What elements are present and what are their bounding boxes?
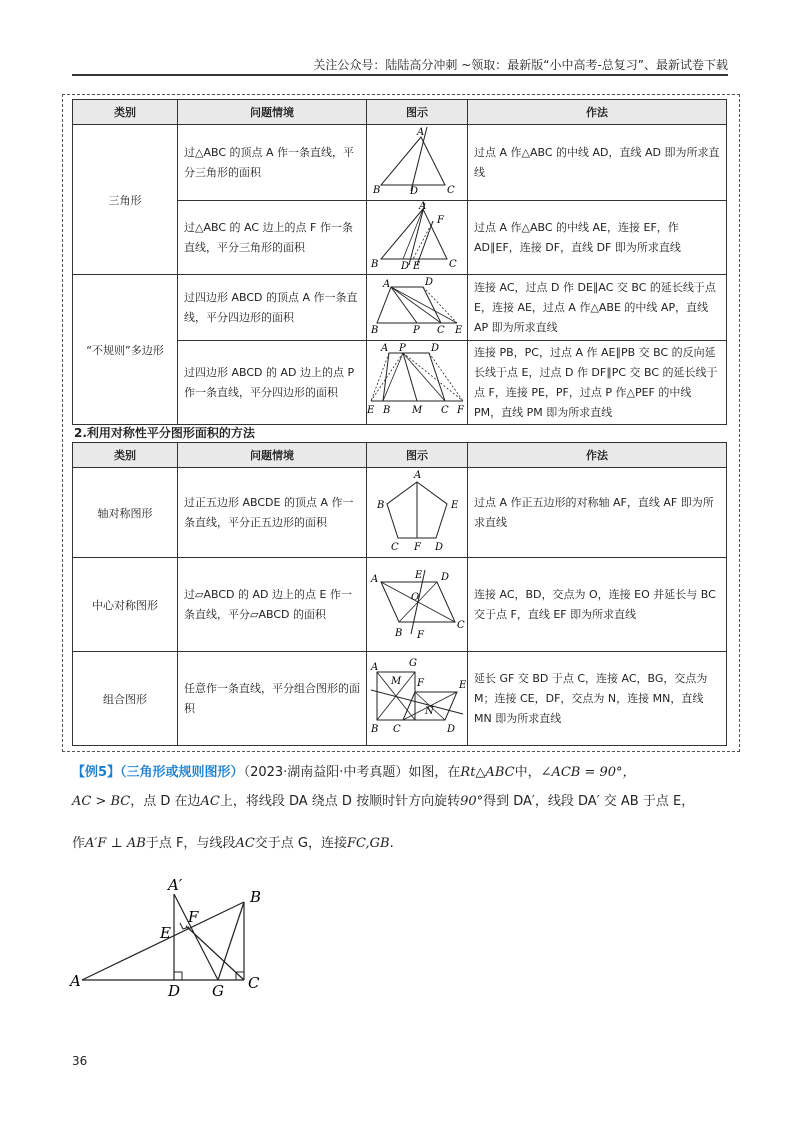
label: P xyxy=(399,343,406,354)
category-cell: 轴对称图形 xyxy=(73,468,178,558)
label-a-prime: A′ xyxy=(168,876,183,894)
label: D xyxy=(431,343,440,354)
math-text: A′F ⊥ AB xyxy=(85,836,146,851)
table-1-header xyxy=(73,100,727,125)
method-cell: 过点 A 作△ABC 的中线 AD，直线 AD 即为所求直线 xyxy=(468,125,727,201)
table-2 xyxy=(72,442,727,746)
col-method: 作法 xyxy=(468,100,727,125)
scene-cell: 过正五边形 ABCDE 的顶点 A 作一条直线，平分正五边形的面积 xyxy=(178,468,367,558)
label: A xyxy=(381,343,389,354)
header-rule xyxy=(72,74,728,76)
col-category: 类别 xyxy=(73,443,178,468)
label: E xyxy=(367,405,375,416)
label: F xyxy=(414,542,421,553)
method-cell: 连接 PB，PC，过点 A 作 AE∥PB 交 BC 的反向延长线于点 E，过点 D 作 DF∥PC 交 BC 的延长线于点 F，连接 PE，PF，过点 P 作△PEF 的中线 PM，直线 PM 即为所求直线 xyxy=(468,341,727,425)
scene-cell: 过四边形 ABCD 的 AD 边上的点 P 作一条直线，平分四边形的面积 xyxy=(178,341,367,425)
label: F xyxy=(417,630,424,641)
label: E xyxy=(451,500,459,511)
label-d: D xyxy=(168,982,181,1000)
main-geometry-figure xyxy=(68,872,288,1002)
figure-cell xyxy=(367,652,468,746)
label: C xyxy=(447,185,455,196)
label: D xyxy=(435,542,444,553)
table-row xyxy=(73,275,727,341)
math-text: FC,GB xyxy=(347,836,390,851)
label: F xyxy=(457,405,464,416)
label-c: C xyxy=(248,974,260,992)
math-text: AC xyxy=(200,794,220,809)
table-2-header xyxy=(73,443,727,468)
label: M xyxy=(412,405,423,416)
table-1 xyxy=(72,99,727,425)
category-cell: 中心对称图形 xyxy=(73,558,178,652)
label: A xyxy=(414,470,422,481)
label-g: G xyxy=(212,982,224,1000)
label: B xyxy=(371,325,379,336)
label: E xyxy=(455,325,463,336)
scene-cell: 过四边形 ABCD 的顶点 A 作一条直线，平分四边形的面积 xyxy=(178,275,367,341)
math-text: AC xyxy=(235,836,255,851)
label: C xyxy=(457,620,465,631)
table-row xyxy=(73,468,727,558)
col-method: 作法 xyxy=(468,443,727,468)
label: C xyxy=(391,542,399,553)
pentagon-figure xyxy=(367,468,467,554)
method-cell: 过点 A 作正五边形的对称轴 AF，直线 AF 即为所求直线 xyxy=(468,468,727,558)
triangle-median-figure xyxy=(367,125,467,197)
label: D xyxy=(401,261,410,271)
label: D xyxy=(425,277,434,288)
label-b: B xyxy=(250,888,262,906)
label: G xyxy=(409,658,417,669)
label: D xyxy=(441,572,450,583)
figure-cell xyxy=(367,468,468,558)
parallelogram-figure xyxy=(367,558,467,648)
label: A xyxy=(383,279,391,290)
label: A xyxy=(417,127,425,138)
label: D xyxy=(447,724,456,735)
page-number: 36 xyxy=(72,1054,88,1068)
example-text: 中， xyxy=(514,765,541,780)
label: F xyxy=(437,215,444,226)
col-figure: 图示 xyxy=(367,443,468,468)
label-a: A xyxy=(70,972,81,990)
label: B xyxy=(371,259,379,270)
scene-cell: 任意作一条直线，平分组合图形的面积 xyxy=(178,652,367,746)
col-category: 类别 xyxy=(73,100,178,125)
label: C xyxy=(393,724,401,735)
example-text: 上，将线段 DA 绕点 D 按顺时针方向旋转 xyxy=(219,794,461,809)
label: D xyxy=(410,186,419,197)
section-title: 2.利用对称性平分图形面积的方法 xyxy=(74,426,255,440)
math-text: Rt△ABC xyxy=(460,765,515,780)
example-tag: 【例5】 xyxy=(72,765,121,780)
figure-cell xyxy=(367,341,468,425)
quadrilateral-point-figure xyxy=(367,341,467,421)
label: A xyxy=(419,201,427,212)
label: E xyxy=(459,680,467,691)
label: N xyxy=(425,706,434,717)
label: M xyxy=(391,676,402,687)
label: P xyxy=(413,325,420,336)
label: F xyxy=(417,678,424,689)
example-text: 交于点 G，连接 xyxy=(254,836,347,851)
table-row xyxy=(73,558,727,652)
label: B xyxy=(395,628,403,639)
label: B xyxy=(377,500,385,511)
label-f: F xyxy=(188,908,199,926)
example-line-3 xyxy=(72,832,394,851)
col-scene: 问题情境 xyxy=(178,100,367,125)
scene-cell: 过▱ABCD 的 AD 边上的点 E 作一条直线，平分▱ABCD 的面积 xyxy=(178,558,367,652)
quadrilateral-vertex-figure xyxy=(367,275,467,337)
label: B xyxy=(373,185,381,196)
math-text: 90° xyxy=(460,794,484,809)
example-text: . xyxy=(389,836,394,851)
method-cell: 过点 A 作△ABC 的中线 AE，连接 EF，作 AD∥EF，连接 DF，直线 DF 即为所求直线 xyxy=(468,201,727,275)
label: C xyxy=(441,405,449,416)
example-type: （三角形或规则图形） xyxy=(120,765,244,780)
label: C xyxy=(449,259,457,270)
table-row xyxy=(73,652,727,746)
scene-cell: 过△ABC 的 AC 边上的点 F 作一条直线，平分三角形的面积 xyxy=(178,201,367,275)
example-text: 得到 DA′，线段 DA′ 交 AB 于点 E， xyxy=(483,794,695,809)
method-cell: 连接 AC，BD，交点为 O，连接 EO 并延长与 BC 交于点 F，直线 EF 即为所求直线 xyxy=(468,558,727,652)
label: B xyxy=(371,724,379,735)
label: E xyxy=(415,570,423,581)
method-cell: 连接 AC，过点 D 作 DE∥AC 交 BC 的延长线于点 E，连接 AE，过点 A 作△ABE 的中线 AP，直线 AP 即为所求直线 xyxy=(468,275,727,341)
category-polygon: “不规则”多边形 xyxy=(73,275,178,425)
method-cell: 延长 GF 交 BD 于点 C，连接 AC，BG，交点为 M；连接 CE，DF，交点为 N，连接 MN，直线 MN 即为所求直线 xyxy=(468,652,727,746)
label: B xyxy=(383,405,391,416)
example-text: 作 xyxy=(72,836,86,851)
figure-cell xyxy=(367,275,468,341)
label: A xyxy=(371,662,379,673)
example-text: 于点 F，与线段 xyxy=(145,836,236,851)
col-figure: 图示 xyxy=(367,100,468,125)
label: O xyxy=(411,592,420,603)
example-text: ，点 D 在边 xyxy=(130,794,201,809)
label: C xyxy=(437,325,445,336)
combined-figure xyxy=(367,652,467,742)
label: E xyxy=(413,261,421,271)
label-e: E xyxy=(160,924,171,942)
label: A xyxy=(371,574,379,585)
triangle-point-figure xyxy=(367,201,467,271)
math-text: ∠ACB = 90°， xyxy=(540,765,636,780)
col-scene: 问题情境 xyxy=(178,443,367,468)
category-cell: 组合图形 xyxy=(73,652,178,746)
category-triangle: 三角形 xyxy=(73,125,178,275)
example-line-2 xyxy=(72,790,694,809)
scene-cell: 过△ABC 的顶点 A 作一条直线，平分三角形的面积 xyxy=(178,125,367,201)
math-text: AC > BC xyxy=(72,794,131,809)
figure-cell xyxy=(367,558,468,652)
table-row xyxy=(73,125,727,201)
example-line-1 xyxy=(72,758,732,788)
page-header: 关注公众号：陆陆高分冲刺 ~领取：最新版“小中高考-总复习”、最新试卷下载 xyxy=(313,58,728,72)
figure-cell xyxy=(367,201,468,275)
figure-cell xyxy=(367,125,468,201)
example-source: （2023·湖南益阳·中考真题）如图，在 xyxy=(243,765,461,780)
